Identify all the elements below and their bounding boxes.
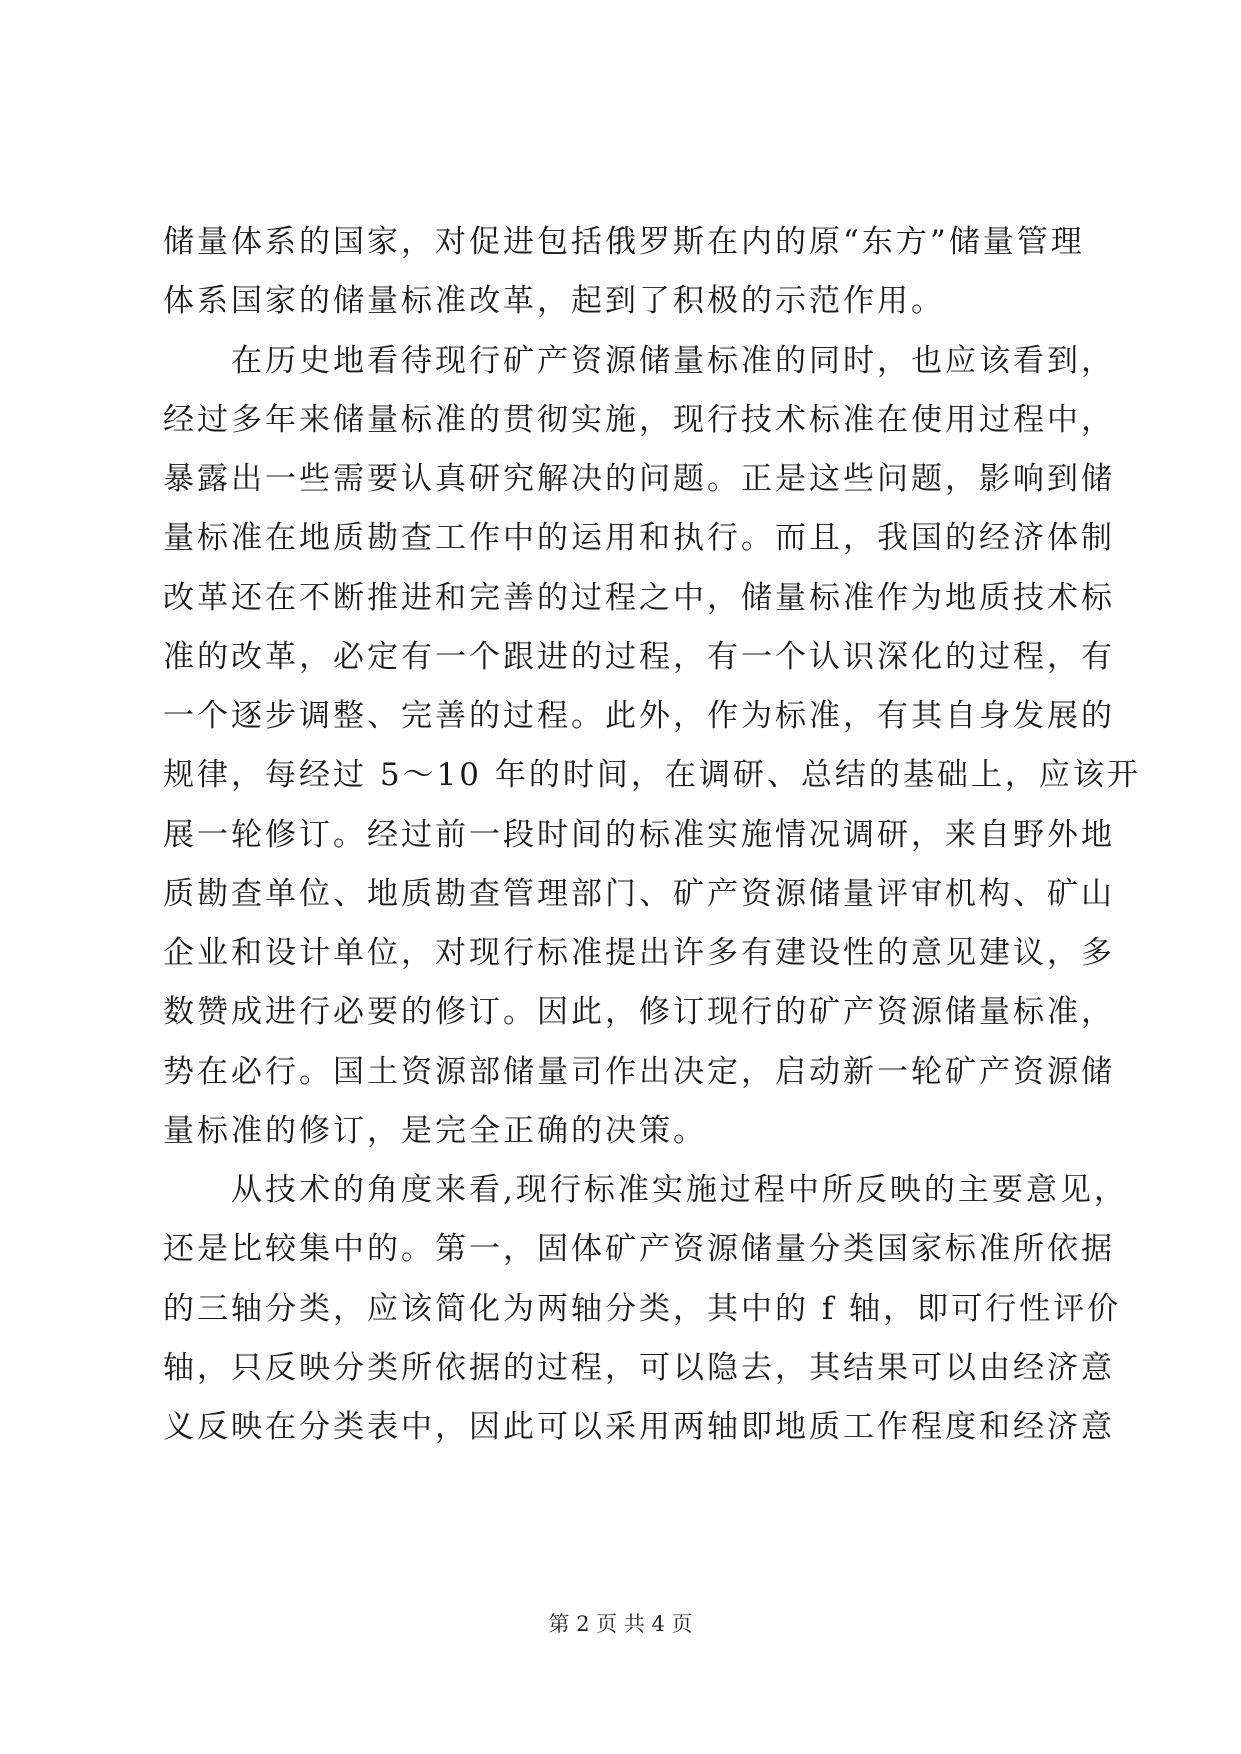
text-line: 体系国家的储量标准改革，起到了积极的示范作用。: [163, 283, 945, 319]
page-number-footer: 第 2 页 共 4 页: [548, 1612, 693, 1636]
text-line: 的三轴分类，应该简化为两轴分类，其中的 f 轴，即可行性评价: [163, 1291, 1122, 1327]
text-line: 还是比较集中的。第一，固体矿产资源储量分类国家标准所依据: [163, 1231, 1115, 1267]
text-line: 数赞成进行必要的修订。因此，修订现行的矿产资源储量标准，: [163, 994, 1115, 1030]
text-line: 质勘查单位、地质勘查管理部门、矿产资源储量评审机构、矿山: [163, 876, 1115, 912]
text-line: 展一轮修订。经过前一段时间的标准实施情况调研，来自野外地: [163, 817, 1115, 853]
text-line: 量标准的修订，是完全正确的决策。: [163, 1113, 707, 1149]
text-line: 准的改革，必定有一个跟进的过程，有一个认识深化的过程，有: [163, 639, 1115, 675]
text-line: 义反映在分类表中，因此可以采用两轴即地质工作程度和经济意: [163, 1409, 1115, 1445]
text-line: 企业和设计单位，对现行标准提出许多有建设性的意见建议，多: [163, 935, 1115, 971]
text-line: 在历史地看待现行矿产资源储量标准的同时，也应该看到，: [163, 343, 1115, 379]
text-line: 一个逐步调整、完善的过程。此外，作为标准，有其自身发展的: [163, 698, 1115, 734]
text-line: 改革还在不断推进和完善的过程之中，储量标准作为地质技术标: [163, 580, 1115, 616]
text-line: 经过多年来储量标准的贯彻实施，现行技术标准在使用过程中，: [163, 402, 1115, 438]
text-line: 量标准在地质勘查工作中的运用和执行。而且，我国的经济体制: [163, 520, 1115, 556]
text-line: 轴，只反映分类所依据的过程，可以隐去，其结果可以由经济意: [163, 1350, 1115, 1386]
text-line: 势在必行。国土资源部储量司作出决定，启动新一轮矿产资源储: [163, 1054, 1115, 1090]
text-line: 储量体系的国家，对促进包括俄罗斯在内的原“东方”储量管理: [163, 224, 1085, 260]
text-line: 从技术的角度来看,现行标准实施过程中所反映的主要意见，: [163, 1172, 1128, 1208]
text-line: 暴露出一些需要认真研究解决的问题。正是这些问题，影响到储: [163, 461, 1115, 497]
text-line: 规律，每经过 5～10 年的时间，在调研、总结的基础上，应该开: [163, 757, 1141, 793]
